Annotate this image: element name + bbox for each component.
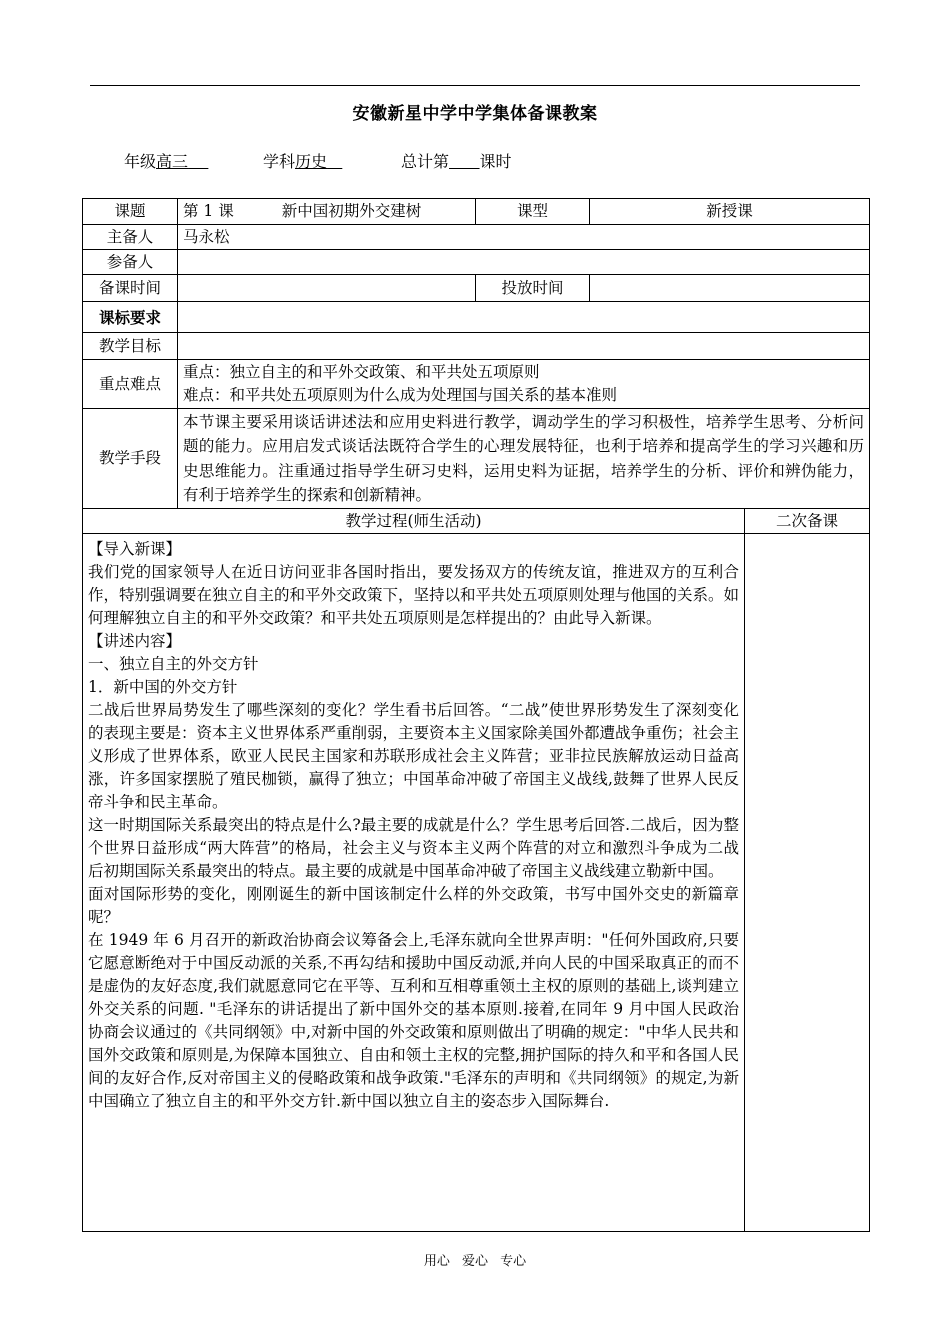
lesson-number: 第 1 课 <box>183 202 234 220</box>
process-content <box>83 534 745 1232</box>
prep-time-label: 备课时间 <box>83 275 178 302</box>
total-lessons-field <box>401 149 512 172</box>
type-label: 课型 <box>476 199 590 225</box>
lead-value: 马永松 <box>178 225 870 250</box>
paragraph-3: 面对国际形势的变化，刚刚诞生的新中国该制定什么样的外交政策，书写中国外交史的新篇章呢？ <box>88 885 739 926</box>
time-row <box>83 275 870 302</box>
type-value: 新授课 <box>590 199 870 225</box>
grade-label: 年级 <box>124 152 157 171</box>
total-label-pre: 总计第 <box>401 152 450 171</box>
header-rule <box>90 85 860 86</box>
process-row <box>83 534 870 1232</box>
key-value <box>178 360 870 409</box>
key-point: 重点：独立自主的和平外交政策、和平共处五项原则 <box>183 363 540 381</box>
process-label: 教学过程(师生活动) <box>83 509 745 534</box>
footer-motto: 用心 爱心 专心 <box>423 1254 527 1269</box>
difficult-point: 难点：和平共处五项原则为什么成为处理国与国关系的基本准则 <box>183 386 618 404</box>
key-label: 重点难点 <box>83 360 178 409</box>
lead-label: 主备人 <box>83 225 178 250</box>
topic-label: 课题 <box>83 199 178 225</box>
deliver-time-label: 投放时间 <box>476 275 590 302</box>
paragraph-1: 二战后世界局势发生了哪些深刻的变化？学生看书后回答。“二战”使世界形势发生了深刻变化的表现主要是：资本主义世界体系严重削弱，主要资本主义国家除美国外都遭战争重伤；社会主义形成了世界体系，欧亚人民民主国家和苏联形成社会主义阵营；亚非拉民族解放运动日益高涨，许多国家摆脱了殖民枷锁，赢得了独立；中国革命冲破了帝国主义战线,鼓舞了世界人民反帝斗争和民主革命。 <box>88 701 740 811</box>
subject-label: 学科 <box>263 152 296 171</box>
document-title: 安徽新星中学中学集体备课教案 <box>352 104 598 124</box>
standard-value <box>178 302 870 333</box>
co-row <box>83 250 870 275</box>
subject-value: 历史 <box>295 152 328 171</box>
process-header-row <box>83 509 870 534</box>
key-row <box>83 360 870 409</box>
lead-row <box>83 225 870 250</box>
co-label: 参备人 <box>83 250 178 275</box>
deliver-time-value <box>590 275 870 302</box>
content-heading: 【讲述内容】 <box>88 632 182 650</box>
total-lessons-blank <box>449 152 480 171</box>
grade-value: 高三 <box>156 152 189 171</box>
topic-row <box>83 199 870 225</box>
total-label-post: 课时 <box>479 152 512 171</box>
co-value <box>178 250 870 275</box>
second-prep-cell <box>745 534 870 1232</box>
standard-row <box>83 302 870 333</box>
section-1-1-heading: 1．新中国的外交方针 <box>88 678 238 696</box>
means-row <box>83 409 870 509</box>
subject-field <box>263 149 342 172</box>
goal-row <box>83 333 870 360</box>
prep-time-value <box>178 275 476 302</box>
paragraph-2: 这一时期国际关系最突出的特点是什么?最主要的成就是什么？学生思考后回答.二战后，因为整个世界日益形成“两大阵营”的格局，社会主义与资本主义两个阵营的对立和激烈斗争成为二战后初期国际关系最突出的特点。最主要的成就是中国革命冲破了帝国主义战线建立勒新中国。 <box>88 816 739 880</box>
intro-heading: 【导入新课】 <box>88 540 182 558</box>
second-prep-label: 二次备课 <box>745 509 870 534</box>
means-text: 本节课主要采用谈话讲述法和应用史料进行教学，调动学生的学习积极性，培养学生思考、分析问题的能力。应用启发式谈话法既符合学生的心理发展特征，也利于培养和提高学生的学习兴趣和历史思维能力。注重通过指导学生研习史料，运用史料为证据，培养学生的分析、评价和辨伪能力，有利于培养学生的探索和创新精神。 <box>178 409 870 509</box>
standard-label: 课标要求 <box>83 302 178 333</box>
lesson-title: 新中国初期外交建树 <box>281 202 422 220</box>
goal-label: 教学目标 <box>83 333 178 360</box>
topic-value <box>178 199 476 225</box>
lesson-plan-table <box>82 198 870 1232</box>
section-1-heading: 一、独立自主的外交方针 <box>88 655 259 673</box>
grade-field <box>124 149 208 172</box>
paragraph-4: 在 1949 年 6 月召开的新政治协商会议筹备会上,毛泽东就向全世界声明："任何外国政府,只要它愿意断绝对于中国反动派的关系,不再勾结和援助中国反动派,并向人民的中国采取真正的而不是虚伪的友好态度,我们就愿意同它在平等、互利和互相尊重领土主权的原则的基础上,谈判建立外交关系的问题. "毛泽东的讲话提出了新中国外交的基本原则.接着,在同年 9 月中国人民政治协商会议通过的《共同纲领》中,对新中国的外交政策和原则做出了明确的规定："中华人民共和国外交政策和原则是,为保障本国独立、自由和领土主权的完整,拥护国际的持久和平和各国人民间的友好合作,反对帝国主义的侵略政策和战争政策."毛泽东的声明和《共同纲领》的规定,为新中国确立了独立自主的和平外交方针.新中国以独立自主的姿态步入国际舞台. <box>88 931 739 1110</box>
intro-text: 我们党的国家领导人在近日访问亚非各国时指出，要发扬双方的传统友谊，推进双方的互利合作，特别强调要在独立自主的和平外交政策下，坚持以和平共处五项原则处理与他国的关系。如何理解独立自主的和平外交政策？和平共处五项原则是怎样提出的？由此导入新课。 <box>88 563 740 627</box>
means-label: 教学手段 <box>83 409 178 509</box>
goal-value <box>178 333 870 360</box>
